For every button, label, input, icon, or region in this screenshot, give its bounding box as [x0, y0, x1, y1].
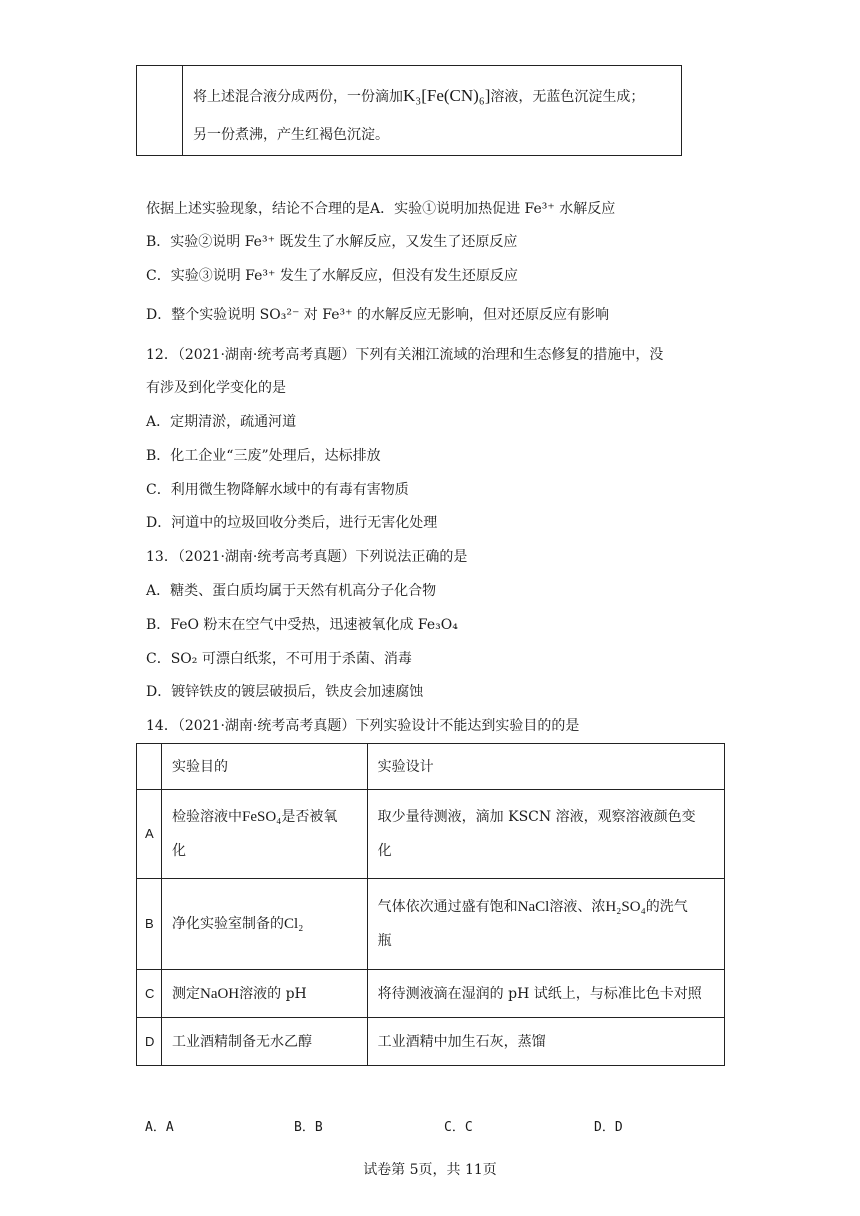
formula-cl2: Cl₂ [283, 916, 304, 932]
answer-option-a[interactable]: A．A [145, 1120, 174, 1135]
q13-stem: 13．（2021·湖南·统考高考真题）下列说法正确的是 [146, 549, 468, 565]
text-span: 将上述混合液分成两份，一份滴加 [193, 89, 403, 105]
q13-option-b: B．FeO 粉末在空气中受热，迅速被氧化成 Fe₃O₄ [146, 617, 458, 633]
row-purpose: 工业酒精制备无水乙醇 [161, 1018, 367, 1066]
answer-option-b[interactable]: B．B [294, 1120, 323, 1135]
row-purpose [161, 970, 367, 1018]
row-key: A [137, 790, 162, 879]
table-row-text-line1 [193, 86, 644, 106]
text-span: 溶液、浓 [549, 899, 606, 915]
q11-option-a: A．实验①说明加热促进 Fe³⁺ 水解反应 [370, 201, 616, 217]
q12-option-c: C．利用微生物降解水域中的有毒有害物质 [146, 482, 409, 498]
text-span: 瓶 [377, 933, 392, 949]
text-span: 化 [171, 843, 186, 859]
q11-option-c: C．实验③说明 Fe³⁺ 发生了水解反应，但没有发生还原反应 [146, 268, 518, 284]
row-key: C [137, 970, 162, 1018]
experiment-table-fragment [136, 65, 682, 156]
q12-stem-line1: 12．（2021·湖南·统考高考真题）下列有关湘江流域的治理和生态修复的措施中，没 [146, 347, 664, 363]
q12-stem-line2: 有涉及到化学变化的是 [146, 380, 286, 396]
row-design [367, 879, 724, 970]
row-purpose [161, 790, 367, 879]
text-span: 化 [377, 843, 392, 859]
formula-feso4: FeSO₄ [241, 809, 282, 825]
q13-option-d: D．镀锌铁皮的镀层破损后，铁皮会加速腐蚀 [146, 684, 424, 700]
text-span: 气体依次通过盛有饱和 [377, 899, 518, 915]
q14-stem: 14．（2021·湖南·统考高考真题）下列实验设计不能达到实验目的的是 [146, 718, 580, 734]
formula-h2so4: H₂SO₄ [605, 899, 646, 915]
text-span: 测定 [171, 985, 200, 1002]
table-row [137, 970, 725, 1018]
q12-option-b: B．化工企业“三废”处理后，达标排放 [146, 448, 381, 464]
q11-stem: 依据上述实验现象，结论不合理的是 [146, 201, 370, 217]
table-row [137, 1018, 725, 1066]
formula-k3fecn6: K₃[Fe(CN)₆] [403, 86, 491, 105]
table-row [137, 790, 725, 879]
table-row [137, 879, 725, 970]
q11-option-d: D．整个实验说明 SO₃²⁻ 对 Fe³⁺ 的水解反应无影响，但对还原反应有影响 [146, 307, 609, 323]
row-design: 将待测液滴在湿润的 pH 试纸上，与标准比色卡对照 [367, 970, 724, 1018]
table-number-column [137, 66, 183, 155]
text-span: 是否被氧 [281, 809, 338, 825]
formula-naoh: NaOH [199, 985, 240, 1002]
text-span: 检验溶液中 [171, 809, 242, 825]
page-footer: 试卷第 5页，共 11页 [363, 1162, 497, 1178]
q11-stem-with-option-a [146, 199, 615, 219]
table-row-text-line2: 另一份煮沸，产生红褐色沉淀。 [193, 127, 389, 143]
formula-nacl: NaCl [517, 899, 550, 915]
q11-option-b: B．实验②说明 Fe³⁺ 既发生了水解反应，又发生了还原反应 [146, 234, 518, 250]
row-design: 工业酒精中加生石灰，蒸馏 [367, 1018, 724, 1066]
text-span: 取少量待测液，滴加 KSCN 溶液，观察溶液颜色变 [377, 809, 696, 825]
text-span: 溶液的 pH [239, 985, 307, 1002]
text-span: 净化实验室制备的 [171, 916, 284, 932]
row-key: D [137, 1018, 162, 1066]
answer-option-d[interactable]: D．D [594, 1120, 623, 1135]
row-purpose [161, 879, 367, 970]
q12-option-a: A．定期清淤，疏通河道 [146, 414, 297, 430]
row-key: B [137, 879, 162, 970]
answer-option-c[interactable]: C．C [444, 1120, 473, 1135]
row-design [367, 790, 724, 879]
header-cell-design: 实验设计 [367, 744, 724, 790]
header-cell-key [137, 744, 162, 790]
text-span: 溶液，无蓝色沉淀生成； [490, 89, 645, 105]
q13-option-c: C．SO₂ 可漂白纸浆，不可用于杀菌、消毒 [146, 651, 412, 667]
q12-option-d: D．河道中的垃圾回收分类后，进行无害化处理 [146, 515, 438, 531]
text-span: 的洗气 [645, 899, 688, 915]
q13-option-a: A．糖类、蛋白质均属于天然有机高分子化合物 [146, 583, 437, 599]
q14-table [136, 743, 725, 1066]
table-header-row [137, 744, 725, 790]
header-cell-purpose: 实验目的 [161, 744, 367, 790]
